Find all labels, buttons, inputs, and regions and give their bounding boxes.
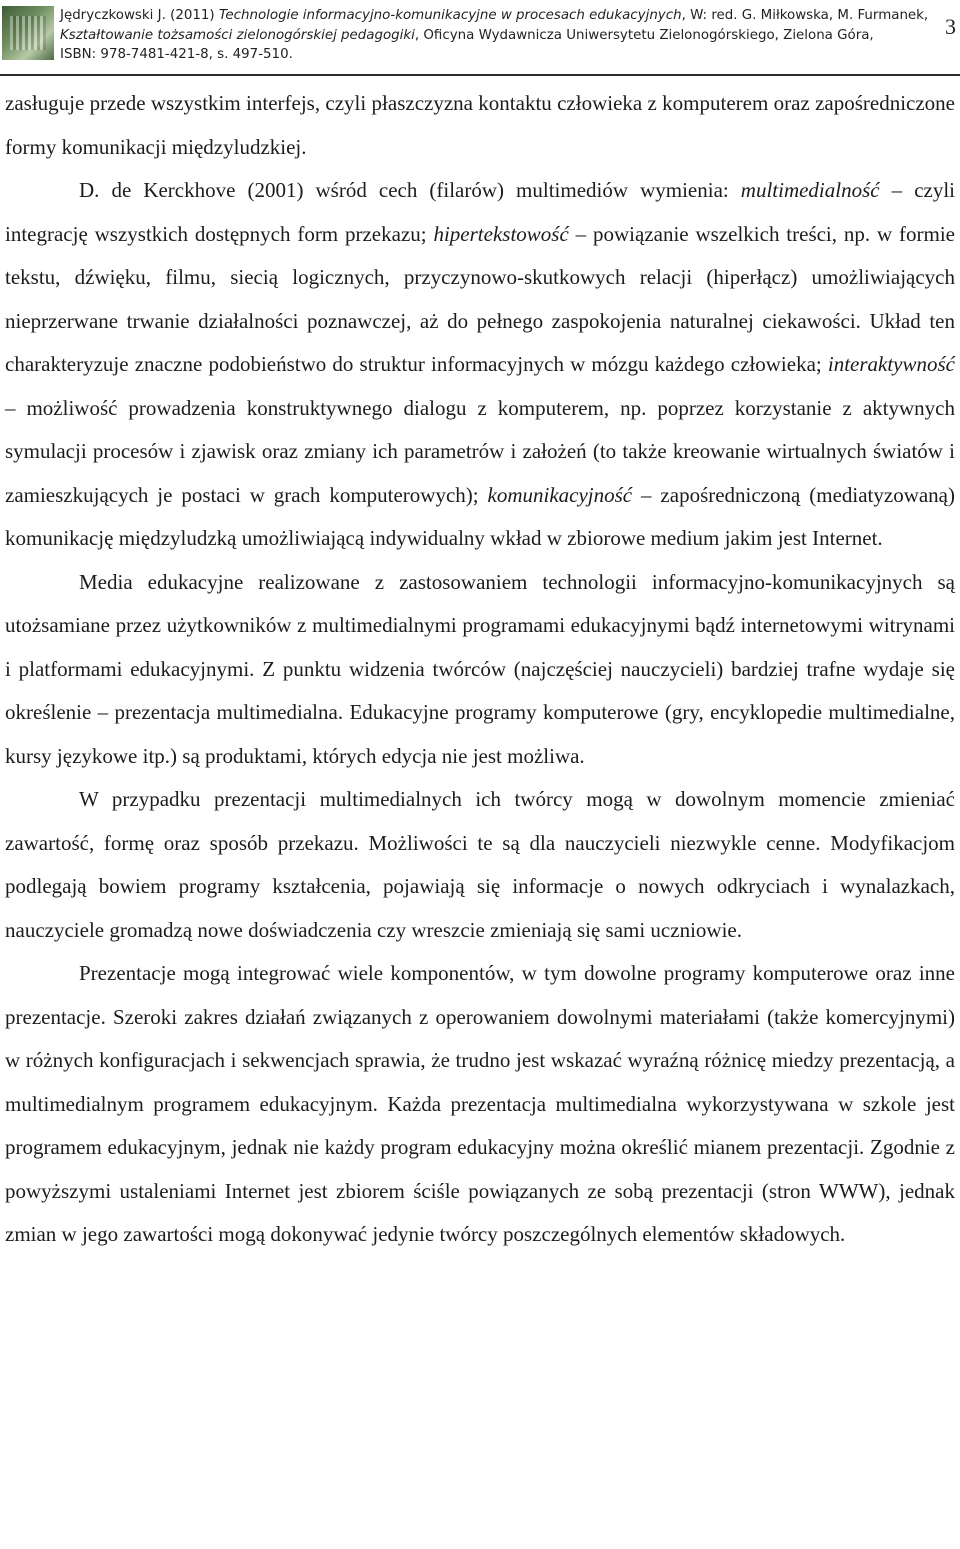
paragraph-2 (5, 169, 955, 561)
paragraph-2-text-d: – możliwość prowadzenia konstruktywnego dialogu z komputerem, np. poprzez korzystanie z aktywnych symulacji procesów i zjawisk oraz zmiany ich parametrów i założeń (to także kreowanie wirtualnych światów i zamieszkujących je postaci w grach komputerowych); (5, 395, 955, 507)
paragraph-2-intro: D. de Kerckhove (2001) wśród cech (filarów) multimediów wymienia: (79, 178, 741, 202)
citation-author: Jędryczkowski J. (2011) (60, 8, 219, 23)
citation-line-1 (60, 6, 929, 26)
paragraph-1: zasługuje przede wszystkim interfejs, czyli płaszczyzna kontaktu człowieka z komputerem oraz zapośredniczone formy komunikacji międzyludzkiej. (5, 91, 955, 159)
citation-line-2 (60, 26, 900, 46)
citation-book-title: Kształtowanie tożsamości zielonogórskiej pedagogiki (60, 27, 415, 43)
citation-editors: , W: red. G. Miłkowska, M. Furmanek, (681, 8, 929, 23)
paragraph-2-text-c: – powiązanie wszelkich treści, np. w formie tekstu, dźwięku, filmu, siecią logicznych, przyczynowo-skutkowych relacji (hiperłącz) umożliwiających nieprzerwane trwanie działalności poznawczej, aż do pełnego zaspokojenia naturalnej ciekawości. Układ ten charakteryzuje znaczne podobieństwo do struktur informacyjnych w mózgu każdego człowieka; (5, 221, 955, 376)
paragraph-2-text-b: – czyli integrację wszystkich dostępnych form przekazu; (5, 178, 956, 246)
page-number: 3 (945, 14, 956, 39)
paragraph-5: Prezentacje mogą integrować wiele komponentów, w tym dowolne programy komputerowe oraz inne prezentacje. Szeroki zakres działań związanych z operowaniem dowolnymi materiałami (także komercyjnymi) w różnych konfiguracjach i sekwencjach sprawia, że trudno jest wskazać wyraźną różnicę miedzy prezentacją, a multimedialnym programem edukacyjnym. Każda prezentacja multimedialna wykorzystywana w szkole jest programem edukacyjnym, jednak nie każdy program edukacyjny można określić mianem prezentacji. Zgodnie z powyższymi ustaleniami Internet jest zbiorem ściśle powiązanych ze sobą prezentacji (stron WWW), jednak zmian w jego zawartości mogą dokonywać jedynie twórcy poszczególnych elementów składowych. (5, 961, 955, 1246)
term-interaktywnosc: interaktywność (827, 352, 955, 376)
paragraph-2-text-e: – zapośredniczoną (mediatyzowaną) komunikację międzyludzką umożliwiającą indywidualny wkład w zbiorowe medium jakim jest Internet. (5, 482, 955, 550)
logo-building-icon (10, 16, 46, 50)
paragraph-4: W przypadku prezentacji multimedialnych ich twórcy mogą w dowolnym momencie zmieniać zawartość, formę oraz sposób przekazu. Możliwości te są dla nauczycieli niezwykle cenne. Modyfikacjom podlegają bowiem programy kształcenia, pojawiają się informacje o nowych odkryciach i wynalazkach, nauczyciele gromadzą nowe doświadczenia czy wreszcie zmieniają się sami uczniowie. (5, 787, 955, 942)
citation-publisher: , Oficyna Wydawnicza Uniwersytetu Zielonogórskiego, Zielona Góra, (414, 27, 874, 43)
paragraph-3: Media edukacyjne realizowane z zastosowaniem technologii informacyjno-komunikacyjnych są utożsamiane przez użytkowników z multimedialnymi programami edukacyjnymi bądź internetowymi witrynami i platformami edukacyjnymi. Z punktu widzenia twórców (najczęściej nauczycieli) bardziej trafne wydaje się określenie – prezentacja multimedialna. Edukacyjne programy komputerowe (gry, encyklopedie multimedialne, kursy językowe itp.) są produktami, których edycja nie jest możliwa. (5, 569, 955, 768)
page-header (0, 0, 960, 76)
citation-chapter-title: Technologie informacyjno-komunikacyjne w procesach edukacyjnych (218, 8, 682, 23)
term-komunikacyjnosc: komunikacyjność (487, 482, 633, 507)
citation (60, 6, 929, 65)
term-hipertekstowosc: hipertekstowość (433, 221, 569, 246)
term-multimedialnosc: multimedialność (740, 178, 880, 202)
university-logo (2, 6, 54, 60)
citation-line-3: ISBN: 978-7481-421-8, s. 497-510. (60, 47, 293, 62)
page-body (5, 82, 955, 1257)
header-divider (0, 74, 960, 76)
